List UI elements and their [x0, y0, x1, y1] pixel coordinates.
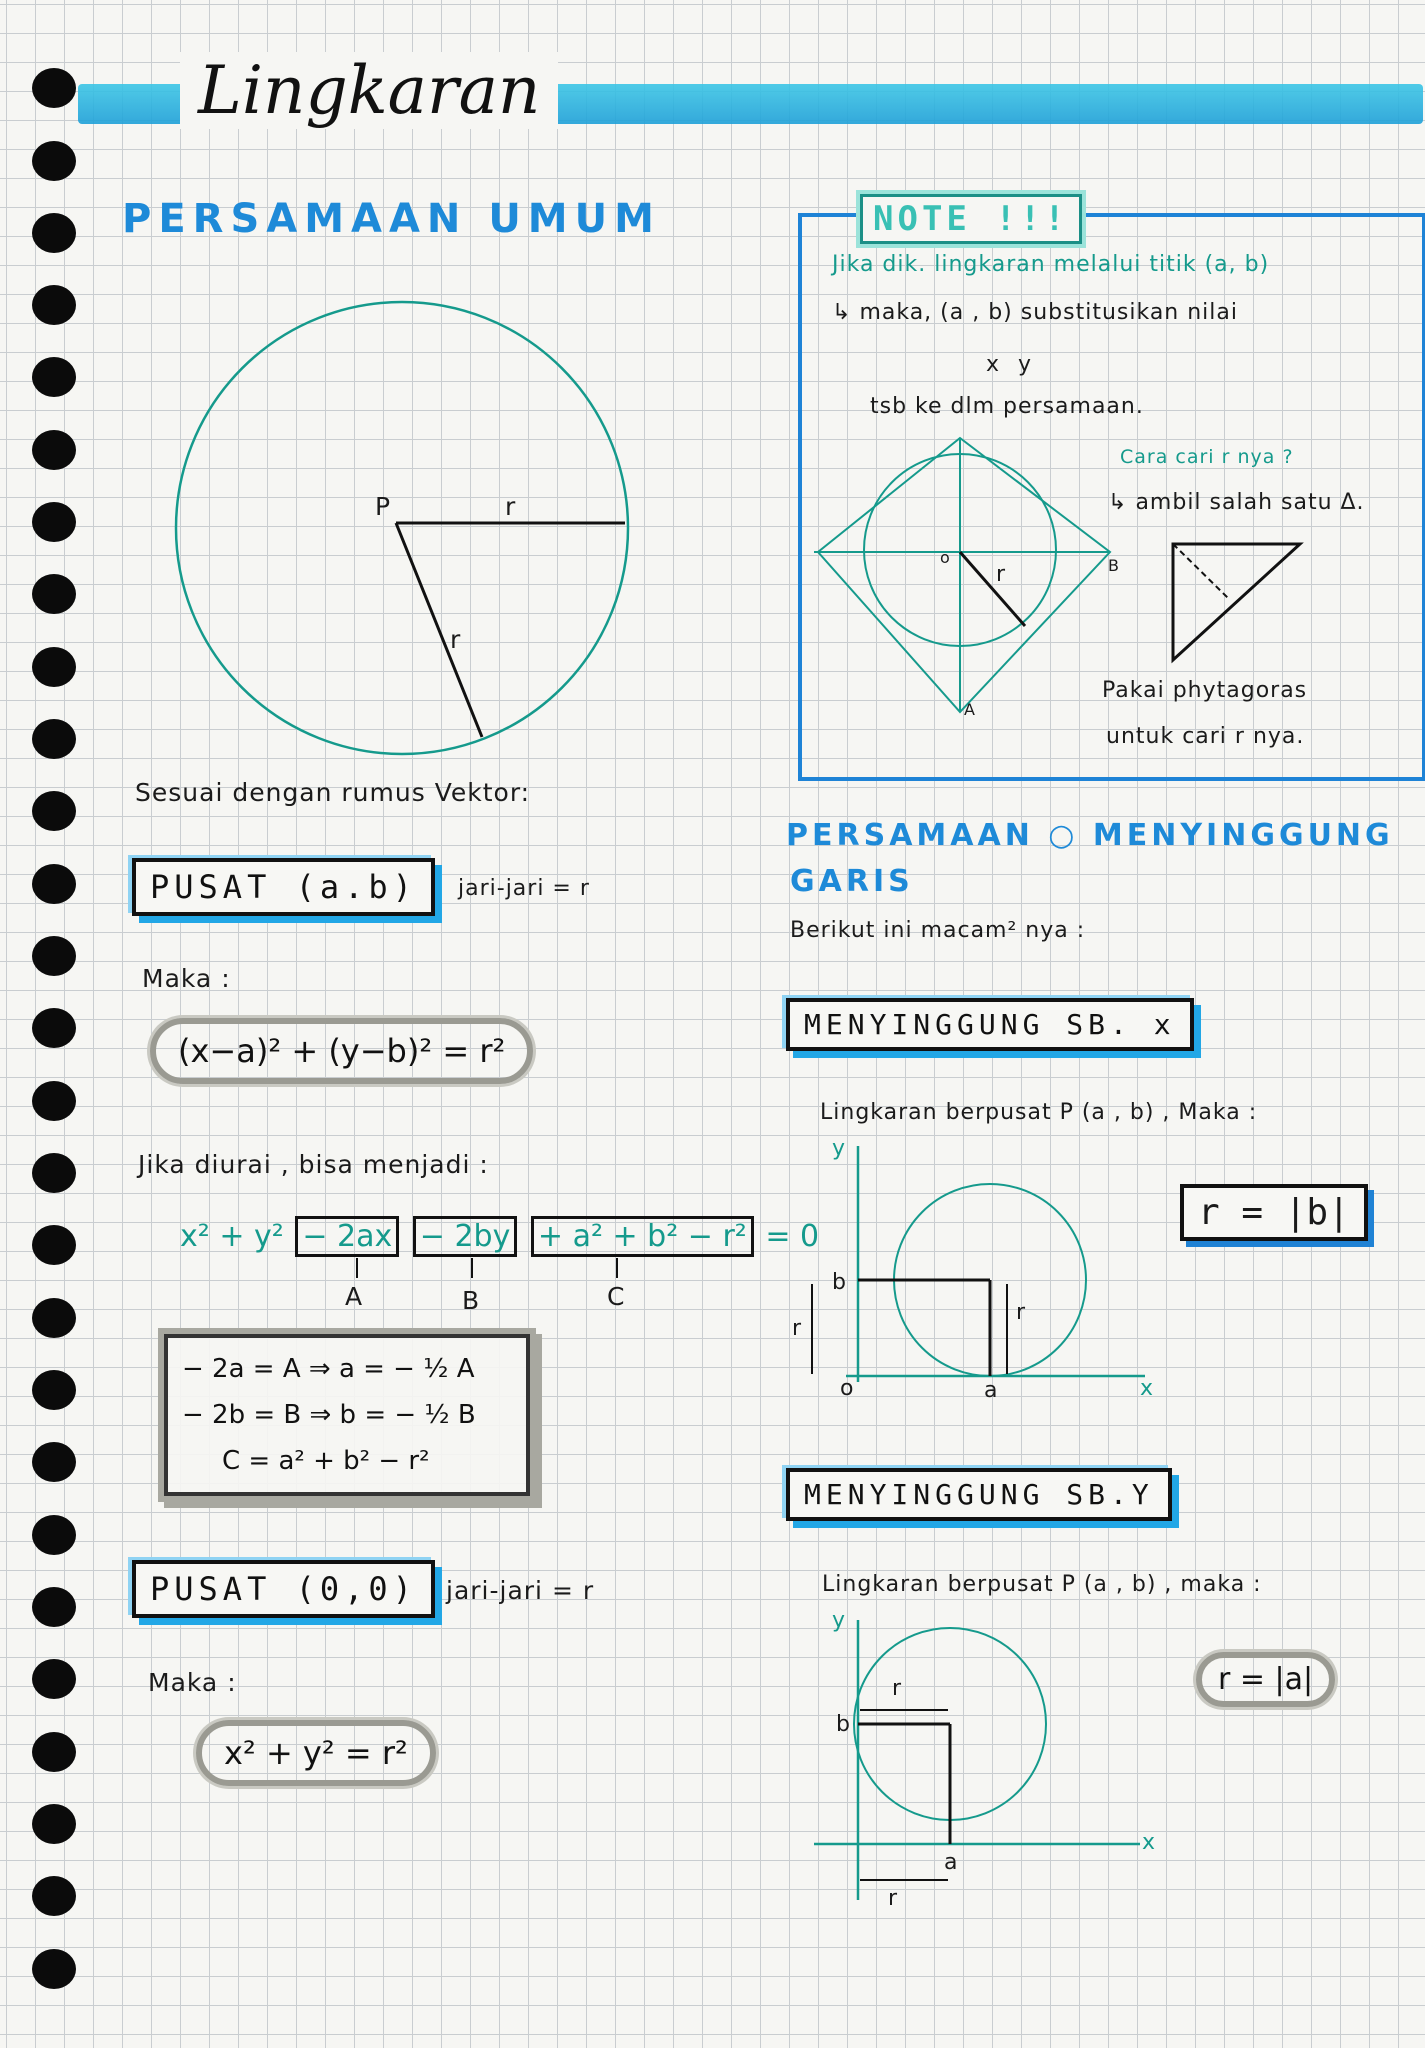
radius-note-origin: jari-jari = r: [446, 1576, 595, 1605]
label-center-p: P: [375, 492, 392, 521]
rhombus: [818, 438, 1110, 712]
tangent-y-result: r = |a|: [1196, 1652, 1335, 1707]
note-line-2-text: maka, (a , b) substitusikan nilai: [859, 300, 1239, 325]
maka-ab: Maka :: [142, 964, 231, 993]
label-tangent-x: MENYINGGUNG SB. x: [786, 998, 1194, 1051]
note-line-1: Jika dik. lingkaran melalui titik (a, b): [832, 252, 1270, 277]
tangent-heading-2: GARIS: [790, 864, 914, 899]
expand-intro: Jika diurai , bisa menjadi :: [138, 1150, 489, 1179]
tangent-heading-1: PERSAMAAN ○ MENYINGGUNG: [786, 818, 1394, 853]
triangle-diagram: [1168, 536, 1308, 666]
tangent-y-label-r2: r: [888, 1886, 899, 1911]
label-radius-1: r: [505, 492, 517, 521]
label-C: C: [607, 1282, 626, 1311]
triangle-height: [1173, 544, 1228, 598]
section-heading-general: PERSAMAAN UMUM: [122, 196, 661, 242]
note-step-text: ambil salah satu Δ.: [1135, 490, 1365, 515]
note-how: Cara cari r nya ?: [1120, 446, 1294, 468]
tangent-intro: Berikut ini macam² nya :: [790, 918, 1086, 943]
label-A: A: [345, 1282, 364, 1311]
note-pyth-2: untuk cari r nya.: [1106, 724, 1305, 749]
tangent-y-axis-x: x: [1142, 1830, 1157, 1855]
tangent-y-caption: Lingkaran berpusat P (a , b) , maka :: [822, 1572, 1262, 1597]
rhombus-label-b: B: [1108, 556, 1120, 575]
label-B: B: [462, 1286, 481, 1315]
rhombus-label-o: o: [940, 548, 951, 567]
tangent-x-caption: Lingkaran berpusat P (a , b) , Maka :: [820, 1100, 1258, 1125]
page-title: Lingkaran: [180, 52, 558, 129]
coefficient-summary: [164, 1334, 530, 1496]
note-sub-x: x: [986, 352, 1001, 377]
label-tangent-y: MENYINGGUNG SB.Y: [786, 1468, 1172, 1521]
tangent-x-label-o: o: [840, 1376, 855, 1401]
rhombus-label-r: r: [996, 562, 1007, 587]
tangent-x-result: r = |b|: [1180, 1184, 1368, 1241]
tangent-x-label-a: a: [984, 1378, 999, 1403]
tangent-x-label-r1: r: [792, 1316, 803, 1341]
label-center-origin: PUSAT (0,0): [132, 1560, 435, 1618]
summary-line: − 2a = A ⇒ a = − ½ A: [182, 1354, 475, 1384]
note-pyth-1: Pakai phytagoras: [1102, 678, 1308, 703]
summary-line: − 2b = B ⇒ b = − ½ B: [182, 1400, 476, 1430]
label-radius-2: r: [450, 625, 462, 654]
expanded-lead: x² + y²: [180, 1219, 284, 1254]
rhombus-label-a: A: [964, 700, 976, 719]
tangent-y-axis-y: y: [832, 1608, 847, 1633]
arrow-bullet-icon: ↳: [1108, 490, 1136, 515]
tangent-y-diagram: [800, 1614, 1160, 1904]
rhombus-diagram: [810, 430, 1130, 720]
tangent-x-label-r2: r: [1016, 1300, 1027, 1325]
label-center-ab: PUSAT (a.b): [132, 858, 435, 916]
radius-to-side: [960, 552, 1025, 626]
note-line-2: [832, 300, 1238, 325]
note-line-3: tsb ke dlm persamaan.: [870, 394, 1144, 419]
expanded-box-b: − 2by: [413, 1216, 518, 1257]
tangent-x-axis-y: y: [832, 1136, 847, 1161]
expanded-tail: = 0: [765, 1219, 820, 1254]
equation-center-origin: x² + y² = r²: [196, 1720, 436, 1786]
note-label: NOTE !!!: [860, 194, 1082, 244]
expanded-box-c: + a² + b² − r²: [531, 1216, 754, 1257]
note-sub-y: y: [1018, 352, 1033, 377]
tangent-y-label-b: b: [836, 1712, 851, 1737]
expanded-box-a: − 2ax: [295, 1216, 399, 1257]
tangent-x-axis-x: x: [1140, 1376, 1155, 1401]
summary-line: C = a² + b² − r²: [222, 1446, 430, 1476]
vector-caption: Sesuai dengan rumus Vektor:: [135, 778, 531, 807]
radius-note-ab: jari-jari = r: [458, 876, 590, 901]
tangent-y-label-a: a: [944, 1850, 959, 1875]
tangent-y-label-r1: r: [892, 1676, 903, 1701]
arrow-bullet-icon: ↳: [832, 300, 860, 325]
tangent-x-label-b: b: [832, 1270, 847, 1295]
maka-origin: Maka :: [148, 1668, 237, 1697]
tangent-x-diagram: [800, 1140, 1160, 1400]
equation-center-ab: (x−a)² + (y−b)² = r²: [150, 1018, 533, 1084]
note-step: [1108, 490, 1365, 515]
